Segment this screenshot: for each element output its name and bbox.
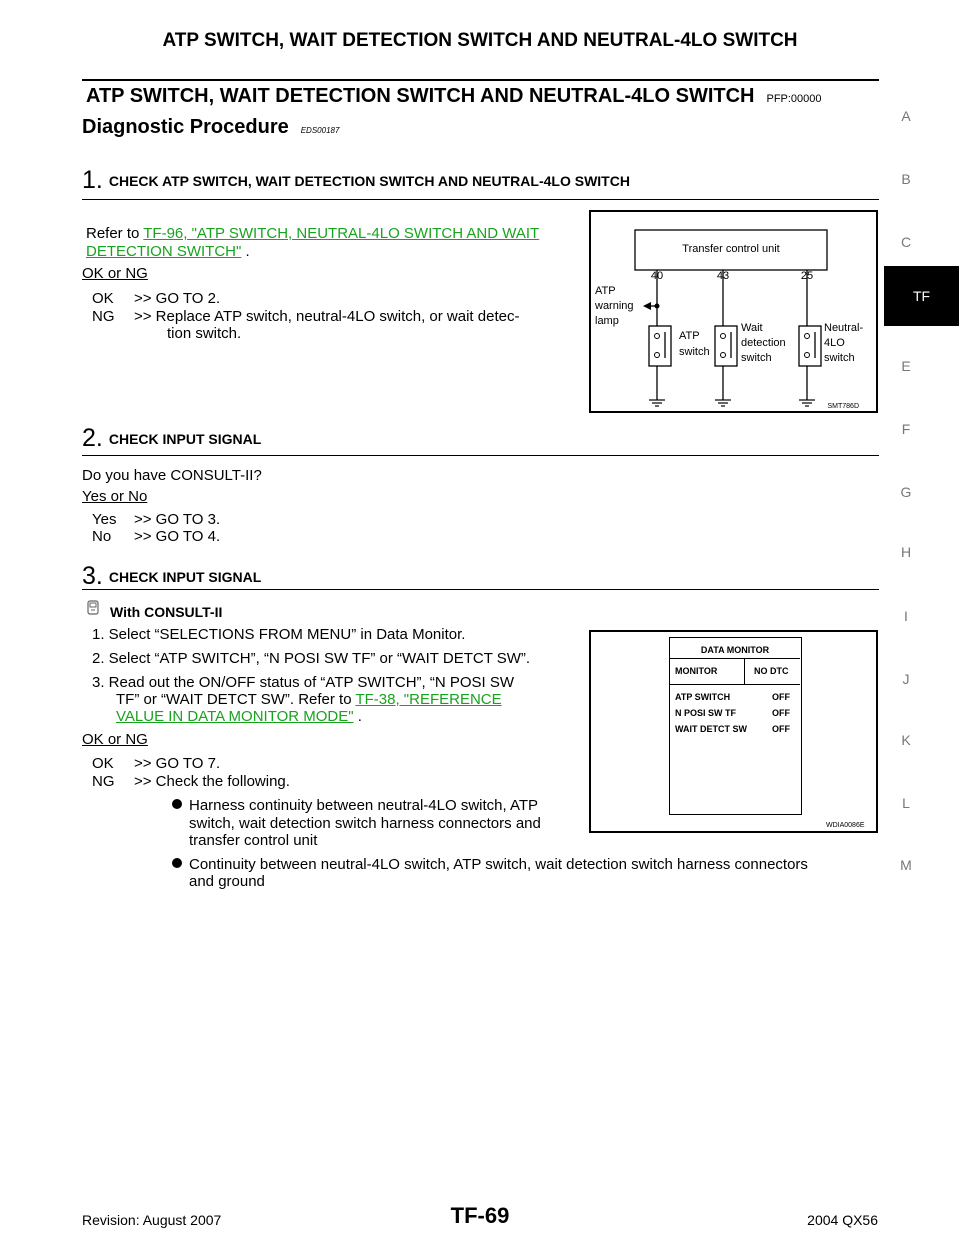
lamp-label-1: ATP xyxy=(595,285,616,297)
lamp-label-2: warning xyxy=(595,300,634,312)
step3-item1: 1. Select “SELECTIONS FROM MENU” in Data Monitor. xyxy=(92,626,466,643)
monitor-rule-1 xyxy=(670,658,800,659)
step1-refer-suffix: . xyxy=(241,243,250,260)
pin-43: 43 xyxy=(716,270,730,282)
step1-reference-link-cont[interactable]: DETECTION SWITCH" xyxy=(86,243,242,260)
step1-title: CHECK ATP SWITCH, WAIT DETECTION SWITCH AND NEUTRAL-4LO SWITCH xyxy=(108,173,630,189)
tab-tf-active[interactable]: TF xyxy=(884,266,959,326)
step3-item2: 2. Select “ATP SWITCH”, “N POSI SW TF” or “WAIT DETCT SW”. xyxy=(92,650,531,667)
neutral-switch-label-2: 4LO xyxy=(824,337,845,349)
pin-40: 40 xyxy=(650,270,664,282)
step3-bullet1-line2: switch, wait detection switch harness connectors and xyxy=(189,815,541,832)
monitor-row2-name: N POSI SW TF xyxy=(675,708,737,718)
step3-rule xyxy=(82,589,879,590)
step1-rule xyxy=(82,199,879,200)
step3-reference-link-cont[interactable]: VALUE IN DATA MONITOR MODE" xyxy=(116,708,354,725)
wait-switch-symbol xyxy=(715,326,737,366)
subsection-title xyxy=(82,116,339,139)
subsection-title-text: Diagnostic Procedure xyxy=(82,116,289,138)
neutral-switch-label-1: Neutral- xyxy=(824,322,864,334)
step1-number: 1. xyxy=(82,166,103,194)
step3-number: 3. xyxy=(82,562,103,590)
header-rule xyxy=(82,79,879,81)
ground-symbols xyxy=(649,400,815,406)
tab-k[interactable]: K xyxy=(901,732,911,748)
tab-b[interactable]: B xyxy=(901,171,911,187)
step3-result-label: OK or NG xyxy=(82,731,148,748)
step2-no-key: No xyxy=(92,528,112,545)
tab-e[interactable]: E xyxy=(901,358,911,374)
section-code: PFP:00000 xyxy=(766,93,822,105)
wiring-diagram xyxy=(589,210,878,413)
atp-switch-label-2: switch xyxy=(679,346,710,358)
monitor-row2-value: OFF xyxy=(772,708,790,718)
tab-i[interactable]: I xyxy=(904,608,908,624)
step3-item3-line1: 3. Read out the ON/OFF status of “ATP SWITCH”, “N POSI SW xyxy=(92,674,515,691)
lamp-label-3: lamp xyxy=(595,315,619,327)
step3-item3-line2 xyxy=(116,691,502,708)
footer-page-number: TF-69 xyxy=(450,1203,510,1228)
step1-refer-line2 xyxy=(86,243,250,260)
monitor-title: DATA MONITOR xyxy=(700,645,770,655)
with-consult-label: With CONSULT-II xyxy=(110,604,223,620)
neutral-switch-label-3: switch xyxy=(824,352,855,364)
step1-ng-text1: >> Replace ATP switch, neutral-4LO switch, or wait detec- xyxy=(134,308,520,325)
page-header: ATP SWITCH, WAIT DETECTION SWITCH AND NEUTRAL-4LO SWITCH xyxy=(162,30,798,51)
step3-bullet2-line2: and ground xyxy=(189,873,265,890)
step3-item3-text: TF” or “WAIT DETCT SW”. Refer to xyxy=(116,691,356,708)
step2-yes-key: Yes xyxy=(92,511,117,528)
step1-result-label: OK or NG xyxy=(82,265,148,282)
bullet-dot xyxy=(172,858,182,868)
step3-heading xyxy=(82,562,261,591)
subsection-code: EDS00187 xyxy=(300,126,340,135)
monitor-row1-name: ATP SWITCH xyxy=(675,692,731,702)
monitor-col2: NO DTC xyxy=(754,666,789,676)
step3-bullet1-line3: transfer control unit xyxy=(189,832,318,849)
monitor-row3-name: WAIT DETCT SW xyxy=(675,724,747,734)
step1-refer-line1 xyxy=(86,225,539,242)
step2-yes-text: >> GO TO 3. xyxy=(134,511,221,528)
step2-rule xyxy=(82,455,879,456)
step2-question: Do you have CONSULT-II? xyxy=(82,467,262,484)
step3-bullet2-line1 xyxy=(172,856,808,873)
tab-a[interactable]: A xyxy=(901,108,911,124)
step1-refer-prefix: Refer to xyxy=(86,225,144,242)
monitor-col-divider xyxy=(744,658,745,684)
pin-25: 25 xyxy=(800,270,814,282)
tab-m[interactable]: M xyxy=(900,857,912,873)
lamp-arrow xyxy=(643,302,651,310)
atp-switch-label-1: ATP xyxy=(679,330,700,342)
step2-heading xyxy=(82,424,261,453)
monitor-rule-2 xyxy=(670,684,800,685)
step1-ok-key: OK xyxy=(92,290,114,307)
step2-no-text: >> GO TO 4. xyxy=(134,528,221,545)
tab-l[interactable]: L xyxy=(902,795,910,811)
monitor-row1-value: OFF xyxy=(772,692,790,702)
junction-dot xyxy=(655,304,660,309)
wait-switch-label-2: detection xyxy=(741,337,786,349)
atp-switch-symbol xyxy=(649,326,671,366)
tab-g[interactable]: G xyxy=(900,484,912,500)
step3-title: CHECK INPUT SIGNAL xyxy=(108,569,262,585)
step3-ng-key: NG xyxy=(92,773,115,790)
section-title-text: ATP SWITCH, WAIT DETECTION SWITCH AND NEUTRAL-4LO SWITCH xyxy=(86,85,755,107)
step2-number: 2. xyxy=(82,424,103,452)
step1-ng-key: NG xyxy=(92,308,115,325)
control-unit-label: Transfer control unit xyxy=(682,243,780,255)
step3-item3-suffix: . xyxy=(353,708,362,725)
step3-reference-link[interactable]: TF-38, "REFERENCE xyxy=(355,691,502,708)
step3-ok-key: OK xyxy=(92,755,114,772)
step3-ng-text: >> Check the following. xyxy=(134,773,290,790)
footer-model: 2004 QX56 xyxy=(807,1212,878,1228)
step3-bullet1-line1 xyxy=(172,797,538,814)
data-monitor-screen xyxy=(669,637,802,815)
step1-ng-text2: tion switch. xyxy=(167,325,242,342)
step1-reference-link[interactable]: TF-96, "ATP SWITCH, NEUTRAL-4LO SWITCH AND WAIT xyxy=(143,225,540,242)
monitor-col1: MONITOR xyxy=(675,666,718,676)
wait-switch-label-1: Wait xyxy=(741,322,763,334)
section-title xyxy=(86,85,822,108)
wiring-diagram-svg xyxy=(591,212,876,411)
footer-revision: Revision: August 2007 xyxy=(82,1212,222,1228)
monitor-figure-code: WDIA0086E xyxy=(826,822,865,829)
step1-heading xyxy=(82,166,630,195)
tab-j[interactable]: J xyxy=(902,671,910,687)
step2-result-label: Yes or No xyxy=(82,488,148,505)
tab-c[interactable]: C xyxy=(900,234,912,250)
step3-bullet2-text1: Continuity between neutral-4LO switch, ATP switch, wait detection switch harness connectors xyxy=(189,856,808,873)
tab-f[interactable]: F xyxy=(901,421,911,437)
step1-ok-text: >> GO TO 2. xyxy=(134,290,221,307)
bullet-dot xyxy=(172,799,182,809)
diagram-code: SMT786D xyxy=(827,403,859,410)
step3-bullet1-text1: Harness continuity between neutral-4LO switch, ATP xyxy=(189,797,539,814)
neutral-switch-symbol xyxy=(799,326,821,366)
step3-item3-line3 xyxy=(116,708,362,725)
step3-ok-text: >> GO TO 7. xyxy=(134,755,221,772)
tab-h[interactable]: H xyxy=(900,544,912,560)
data-monitor-figure xyxy=(589,630,878,833)
wait-switch-label-3: switch xyxy=(741,352,772,364)
consult-icon xyxy=(86,600,100,621)
step2-title: CHECK INPUT SIGNAL xyxy=(108,431,262,447)
monitor-row3-value: OFF xyxy=(772,724,790,734)
